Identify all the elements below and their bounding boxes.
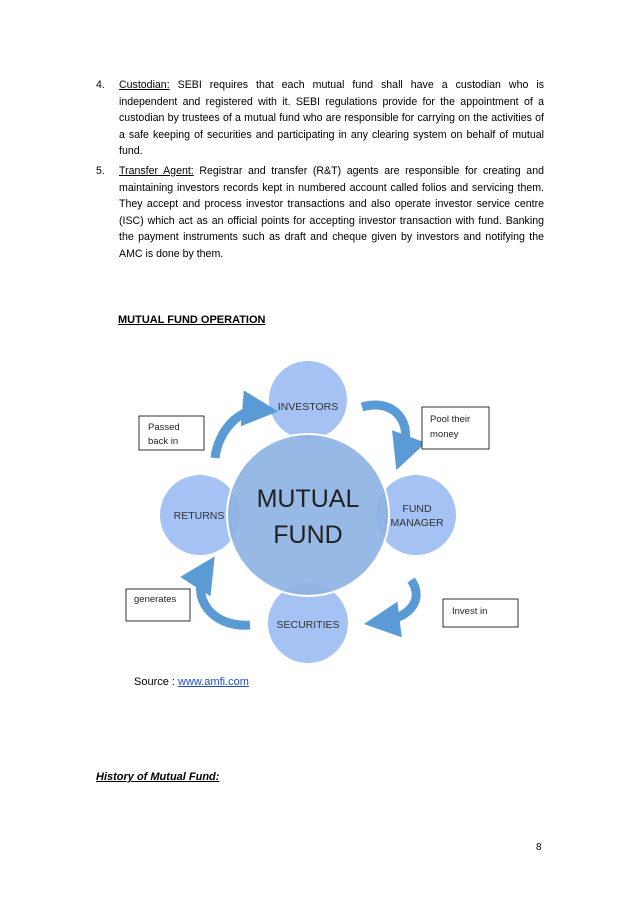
fund-manager-label-line1: FUND — [402, 503, 432, 515]
page-number: 8 — [536, 842, 542, 853]
history-heading: History of Mutual Fund: — [96, 771, 220, 783]
arrow-investors-to-manager — [362, 405, 406, 455]
source-link[interactable]: www.amfi.com — [178, 676, 249, 688]
fund-manager-label-line2: MANAGER — [390, 517, 444, 529]
source-label: Source : — [134, 676, 179, 688]
pool-money-line2: money — [430, 429, 459, 440]
list-number: 4. — [96, 79, 105, 91]
center-label-line1: MUTUAL — [256, 485, 360, 513]
passed-back-line2: back in — [148, 436, 179, 447]
section-heading: MUTUAL FUND OPERATION — [118, 314, 266, 326]
invest-in-label: Invest in — [452, 606, 488, 617]
securities-label: SECURITIES — [276, 619, 340, 631]
generates-label: generates — [134, 594, 177, 605]
returns-label: RETURNS — [173, 510, 225, 522]
mutual-fund-center-circle — [227, 434, 389, 596]
arrow-securities-to-returns — [200, 570, 250, 625]
source-line — [134, 676, 249, 688]
pool-money-line1: Pool their — [430, 414, 471, 425]
investors-circle — [268, 360, 348, 440]
transfer-agent-description: Registrar and transfer (R&T) agents are responsible for creating and maintaining investors records kept in numbered account called folios and servicing them. They accept and process investor transactions and also operate investor service centre (ISC) which act as an official points for accepting investor transaction with fund. Banking the payment instruments such as draft and cheque given by investors and notifying the AMC is done by them. — [119, 165, 544, 260]
list-number: 5. — [96, 165, 105, 177]
arrow-manager-to-securities — [380, 580, 416, 622]
passed-back-line1: Passed — [148, 422, 180, 433]
investors-label: INVESTORS — [277, 401, 339, 413]
term-custodian: Custodian: — [119, 79, 170, 91]
term-transfer-agent: Transfer Agent: — [119, 165, 194, 177]
arrow-returns-to-investors — [215, 410, 262, 458]
custodian-description: SEBI requires that each mutual fund shall have a custodian who is independent and registered with it. SEBI regulations provide for the appointment of a custodian by trustees of a mutual fund who are responsible for carrying on the activities of a safe keeping of securities and participating in any clearing system on behalf of mutual fund. — [119, 79, 544, 158]
center-label-line2: FUND — [273, 521, 343, 549]
